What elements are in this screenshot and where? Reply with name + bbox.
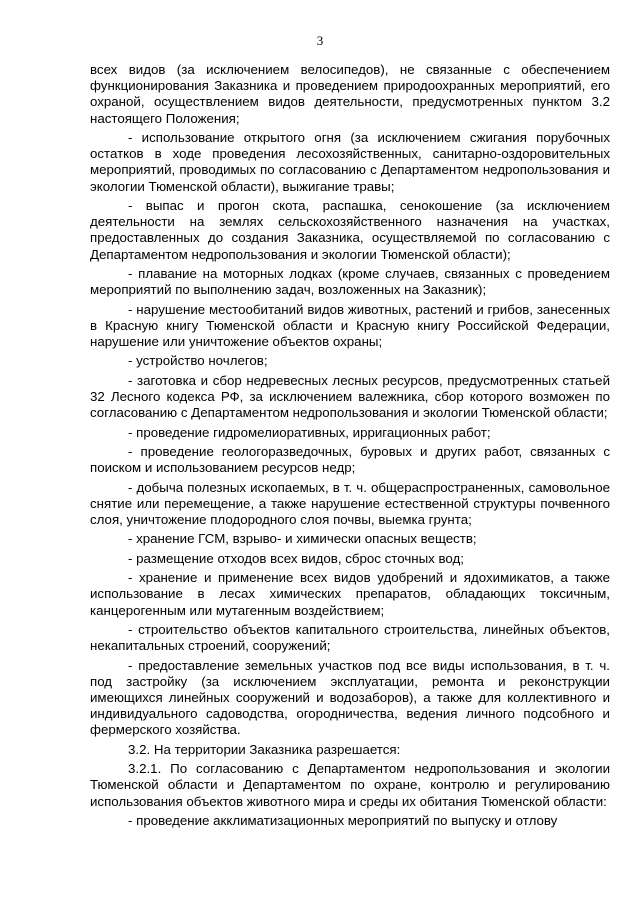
list-item-habitats: - нарушение местообитаний видов животных, растений и грибов, занесенных в Красную книгу Тюменской области и Красную книгу Российской Федерации, нарушение или уничтожение объектов охраны;	[90, 301, 610, 349]
section-3-2-1: 3.2.1. По согласованию с Департаментом недропользования и экологии Тюменской области и Департаментом по охране, контролю и регулированию использования объектов животного мира и среды их обитания Тюменской области:	[90, 761, 610, 809]
document-body	[90, 62, 610, 832]
list-item-grazing: - выпас и прогон скота, распашка, сенокошение (за исключением деятельности на землях сельскохозяйственного назначения на участках, предоставленных до создания Заказника, осуществляемой по согласованию с Департаментом недропользования и экологии Тюменской области);	[90, 198, 610, 262]
list-item-fuel-storage: - хранение ГСМ, взрыво- и химически опасных веществ;	[128, 531, 477, 547]
list-item-geological-works: - проведение геологоразведочных, буровых и других работ, связанных с поиском и использованием ресурсов недр;	[90, 443, 610, 476]
list-item-motor-boats: - плавание на моторных лодках (кроме случаев, связанных с проведением мероприятий по выполнению задач, возложенных на Заказник);	[90, 266, 610, 298]
section-heading-3-2: 3.2. На территории Заказника разрешается:	[128, 741, 401, 757]
list-item-waste: - размещение отходов всех видов, сброс сточных вод;	[128, 550, 464, 566]
list-item-construction: - строительство объектов капитального строительства, линейных объектов, некапитальных строений, сооружений;	[90, 621, 610, 654]
list-item-mining: - добыча полезных ископаемых, в т. ч. общераспространенных, самовольное снятие или перемещение, а также нарушение естественной структуры почвенного слоя, уничтожение плодородного слоя почвы, выемка грунта;	[90, 479, 610, 527]
list-item-acclimatization: - проведение акклиматизационных мероприятий по выпуску и отлову	[128, 812, 558, 828]
list-item-open-fire: - использование открытого огня (за исключением сжигания порубочных остатков в ходе проведения лесохозяйственных, санитарно-оздоровительных мероприятий, проводимых по согласованию с Департаментом недропользования и экологии Тюменской области), выжигание травы;	[90, 130, 610, 194]
list-item-land-plots: - предоставление земельных участков под все виды использования, в т. ч. под застройку (за исключением эксплуатации, ремонта и реконструкции имеющихся линейных сооружений и водозаборов), а также для коллективного и индивидуального садоводства, огородничества, ведения личного подсобного и фермерского хозяйства.	[90, 657, 610, 738]
list-item-overnight: - устройство ночлегов;	[128, 353, 268, 369]
list-item-fertilizers: - хранение и применение всех видов удобрений и ядохимикатов, а также использование в лесах химических препаратов, обладающих токсичным, канцерогенным или мутагенным воздействием;	[90, 570, 610, 618]
paragraph-continuation: всех видов (за исключением велосипедов), не связанные с обеспечением функционирования Заказника и проведением природоохранных мероприятий, его охраной, осуществлением видов деятельности, предусмотренных пунктом 3.2 настоящего Положения;	[90, 62, 610, 126]
page-number: 3	[316, 33, 324, 48]
list-item-forest-resources: - заготовка и сбор недревесных лесных ресурсов, предусмотренных статьей 32 Лесного кодекса РФ, за исключением валежника, сбор которого возможен по согласованию с Департаментом недропользования и экологии Тюменской области;	[90, 372, 610, 421]
list-item-land-reclamation: - проведение гидромелиоративных, ирригационных работ;	[128, 424, 491, 440]
